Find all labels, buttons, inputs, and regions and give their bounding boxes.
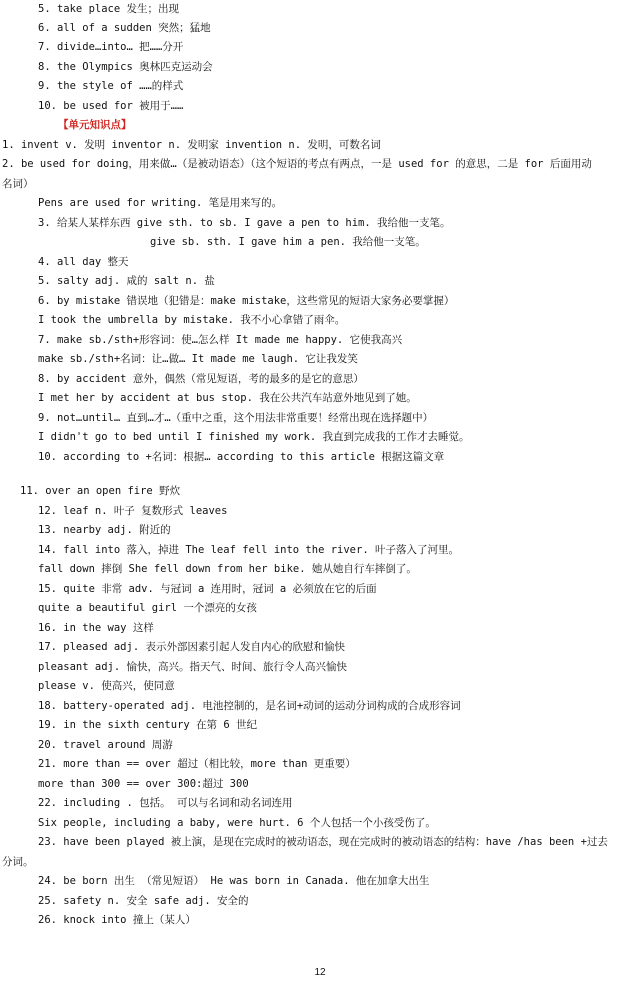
- knowledge-line: 5. salty adj. 咸的 salt n. 盐: [38, 275, 215, 287]
- vocab-line: 10. be used for 被用于……: [38, 100, 184, 112]
- example-line: give sb. sth. I gave him a pen. 我给他一支笔。: [150, 236, 426, 248]
- example-line: please v. 使高兴，使同意: [38, 680, 175, 692]
- knowledge-line: 8. by accident 意外，偶然（常见短语，考的最多的是它的意思）: [38, 373, 364, 385]
- knowledge-line: 3. 给某人某样东西 give sth. to sb. I gave a pen to him. 我给他一支笔。: [38, 217, 451, 229]
- example-line: fall down 摔倒 She fell down from her bike. 她从她自行车摔倒了。: [38, 563, 417, 575]
- example-line: more than 300 == over 300:超过 300: [38, 778, 249, 790]
- example-line: Six people, including a baby, were hurt. 6 个人包括一个小孩受伤了。: [38, 817, 436, 829]
- knowledge-line: 6. by mistake 错误地（犯错是：make mistake，这些常见的短语大家务必要掌握）: [38, 295, 455, 307]
- knowledge-line: 分词。: [2, 856, 34, 868]
- knowledge-line: 19. in the sixth century 在第 6 世纪: [38, 719, 258, 731]
- knowledge-line: 4. all day 整天: [38, 256, 129, 268]
- knowledge-line: 21. more than == over 超过（相比较，more than 更重要）: [38, 758, 356, 770]
- knowledge-line: 18. battery-operated adj. 电池控制的，是名词+动词的运动分词构成的合成形容词: [38, 700, 461, 712]
- example-line: I met her by accident at bus stop. 我在公共汽车站意外地见到了她。: [38, 392, 417, 404]
- page-number: 12: [314, 967, 326, 978]
- example-line: I didn't go to bed until I finished my work. 我直到完成我的工作才去睡觉。: [38, 431, 470, 443]
- vocab-line: 7. divide…into… 把……分开: [38, 41, 184, 53]
- knowledge-line: 13. nearby adj. 附近的: [38, 524, 171, 536]
- example-line: make sb./sth+名词：让…做… It made me laugh. 它让我发笑: [38, 353, 358, 365]
- knowledge-line: 7. make sb./sth+形容词：使…怎么样 It made me happy. 它使我高兴: [38, 334, 403, 346]
- knowledge-line: 24. be born 出生 （常见短语） He was born in Canada. 他在加拿大出生: [38, 875, 430, 887]
- knowledge-line: 17. pleased adj. 表示外部因素引起人发自内心的欣慰和愉快: [38, 641, 345, 653]
- knowledge-line: 16. in the way 这样: [38, 622, 154, 634]
- knowledge-line: 10. according to +名词：根据… according to this article 根据这篇文章: [38, 451, 445, 463]
- example-line: Pens are used for writing. 笔是用来写的。: [38, 197, 283, 209]
- section-title: 【单元知识点】: [58, 119, 132, 131]
- example-line: I took the umbrella by mistake. 我不小心拿错了雨伞。: [38, 314, 346, 326]
- vocab-line: 6. all of a sudden 突然；猛地: [38, 22, 211, 34]
- example-line: pleasant adj. 愉快，高兴。指天气、时间、旅行令人高兴愉快: [38, 661, 348, 673]
- knowledge-line: 2. be used for doing，用来做…（是被动语态）（这个短语的考点有两点，一是 used for 的意思，二是 for 后面用动: [2, 158, 592, 170]
- knowledge-line: 9. not…until… 直到…才…（重中之重，这个用法非常重要！经常出现在选择题中）: [38, 412, 434, 424]
- knowledge-line: 14. fall into 落入，掉进 The leaf fell into the river. 叶子落入了河里。: [38, 544, 459, 556]
- knowledge-line: 名词）: [2, 178, 34, 190]
- knowledge-line: 1. invent v. 发明 inventor n. 发明家 invention n. 发明，可数名词: [2, 139, 381, 151]
- knowledge-line: 25. safety n. 安全 safe adj. 安全的: [38, 895, 249, 907]
- knowledge-line: 26. knock into 撞上（某人）: [38, 914, 196, 926]
- example-line: quite a beautiful girl 一个漂亮的女孩: [38, 602, 257, 614]
- knowledge-line: 23. have been played 被上演，是现在完成时的被动语态，现在完成时的被动语态的结构：have /has been +过去: [38, 836, 608, 848]
- knowledge-line: 11. over an open fire 野炊: [20, 485, 181, 497]
- knowledge-line: 20. travel around 周游: [38, 739, 173, 751]
- knowledge-line: 12. leaf n. 叶子 复数形式 leaves: [38, 505, 228, 517]
- knowledge-line: 15. quite 非常 adv. 与冠词 a 连用时，冠词 a 必须放在它的后面: [38, 583, 377, 595]
- knowledge-line: 22. including . 包括。 可以与名词和动名词连用: [38, 797, 293, 809]
- vocab-line: 9. the style of ……的样式: [38, 80, 184, 92]
- vocab-line: 5. take place 发生；出现: [38, 3, 180, 15]
- vocab-line: 8. the Olympics 奥林匹克运动会: [38, 61, 213, 73]
